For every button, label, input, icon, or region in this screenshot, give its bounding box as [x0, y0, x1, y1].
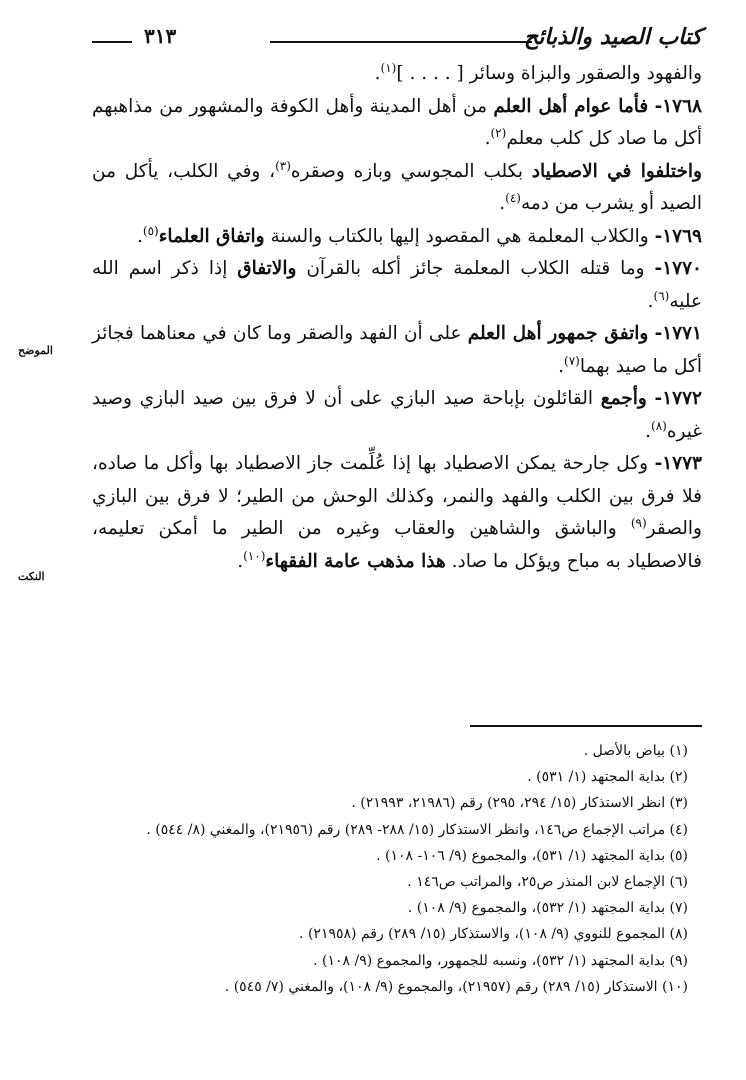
footnote-ref: (٩) [630, 515, 647, 530]
bold-phrase: فأما عوام أهل العلم [493, 95, 649, 117]
paragraph-1770: ١٧٧٠- وما قتله الكلاب المعلمة جائز أكله بالقرآن والاتفاق إذا ذكر اسم الله عليه$^{(٦)}$. [92, 258, 702, 312]
footnotes [92, 738, 700, 1000]
issue-number: ١٧٦٩- [654, 225, 702, 247]
footnote: (٣) انظر الاستذكار (١٥/ ٢٩٤، ٢٩٥) رقم (٢١٩٨٦، ٢١٩٩٣) . [351, 795, 688, 812]
footnote: (٢) بداية المجتهد (١/ ٥٣١) . [527, 769, 688, 786]
issue-number: ١٧٦٨- [654, 95, 702, 117]
running-title: كتاب الصيد والذبائح [523, 24, 702, 50]
issue-number: ١٧٧٢- [654, 388, 702, 409]
margin-source-tag: النكت [18, 570, 45, 583]
paragraph-1772: ١٧٧٢- وأجمع القائلون بإباحة صيد البازي على أن لا فرق بين صيد البازي وصيد غيره$^{(٨)}$. [92, 388, 702, 442]
header-rule [270, 41, 532, 43]
bold-phrase: واتفاق العلماء [158, 225, 265, 247]
footnote-ref: (١٠) [243, 548, 266, 563]
bold-phrase: والاتفاق [237, 258, 297, 279]
margin-source-tag: الموضح [18, 344, 53, 357]
footnote-ref: (٣) [275, 158, 291, 173]
bold-phrase: واختلفوا في الاصطياد [531, 160, 702, 182]
bold-phrase: وأجمع [600, 388, 647, 409]
footnote: (١٠) الاستذكار (١٥/ ٢٨٩) رقم (٢١٩٥٧)، والمجموع (٩/ ١٠٨)، والمغني (٧/ ٥٤٥) . [224, 978, 688, 995]
paragraph-1771: ١٧٧١- واتفق جمهور أهل العلم على أن الفهد والصقر وما كان في معناهما فجائز أكل ما صيد بهما$^{(٧)}$. [92, 323, 702, 377]
paragraph: واختلفوا في الاصطياد بكلب المجوسي وبازه وصقره$^{(٣)}$، وفي الكلب، يأكل من الصيد أو يشرب من دمه$^{(٤)}$. [92, 158, 702, 214]
issue-number: ١٧٧٠- [654, 258, 702, 279]
footnote: (٦) الإجماع لابن المنذر ص٢٥، والمراتب ص١٤٦ . [407, 874, 688, 891]
footnote-ref: (٤) [505, 190, 521, 205]
footnote-ref: (٥) [142, 223, 159, 238]
page-header [92, 22, 702, 58]
issue-number: ١٧٧١- [654, 323, 702, 344]
page-number: ٣١٣ [144, 24, 177, 48]
issue-number: ١٧٧٣- [654, 453, 702, 474]
footnote-ref: (٨) [651, 418, 667, 433]
bold-phrase: واتفق جمهور أهل العلم [467, 323, 649, 344]
footnote-ref: (١) [380, 60, 397, 75]
footnote: (٥) بداية المجتهد (١/ ٥٣١)، والمجموع (٩/ ١٠٦- ١٠٨) . [376, 847, 688, 864]
paragraph-1773: ١٧٧٣- وكل جارحة يمكن الاصطياد بها إذا عُلِّمت جاز الاصطياد بها وأكل ما صاده، فلا فرق بين الكلب والفهد والنمر، وكذلك الوحش من الطير؛ لا فرق بين البازي والصقر$^{(٩)}$ والباشق والشاهين والعقاب وغيره من الطير ما أمكن تعليمه، فالاصطياد به مباح ويؤكل ما صاد. هذا مذهب عامة الفقهاء$^{(١٠)}$. [92, 453, 702, 572]
footnote: (٤) مراتب الإجماع ص١٤٦، وانظر الاستذكار (١٥/ ٢٨٨- ٢٨٩) رقم (٢١٩٥٦)، والمغني (٨/ ٥٤٤) . [146, 821, 688, 838]
footnote: (٩) بداية المجتهد (١/ ٥٣٢)، ونسبه للجمهور، والمجموع (٩/ ١٠٨) . [313, 952, 688, 969]
main-text [92, 58, 702, 578]
footnote: (٧) بداية المجتهد (١/ ٥٣٢)، والمجموع (٩/ ١٠٨) . [407, 900, 688, 917]
bold-phrase: هذا مذهب عامة الفقهاء [265, 550, 446, 572]
footnote-ref: (٢) [490, 125, 507, 140]
footnote: (٨) المجموع للنووي (٩/ ١٠٨)، والاستذكار (١٥/ ٢٨٩) رقم (٢١٩٥٨) . [299, 926, 688, 943]
paragraph-1768: ١٧٦٨- فأما عوام أهل العلم من أهل المدينة وأهل الكوفة والمشهور من مذاهبهم أكل ما صاد كل كلب معلم$^{(٢)}$. [92, 95, 702, 149]
footnote-ref: (٦) [653, 288, 670, 303]
footnote-separator [470, 725, 702, 727]
footnote: (١) بياض بالأصل . [583, 743, 688, 759]
paragraph: والفهود والصقور والبزاة وسائر [ . . . . ]$^{(١)}$. [374, 60, 702, 84]
header-rule-short [92, 41, 132, 43]
paragraph-1769: ١٧٦٩- والكلاب المعلمة هي المقصود إليها بالكتاب والسنة واتفاق العلماء$^{(٥)}$. [137, 223, 702, 247]
footnote-ref: (٧) [564, 353, 580, 368]
